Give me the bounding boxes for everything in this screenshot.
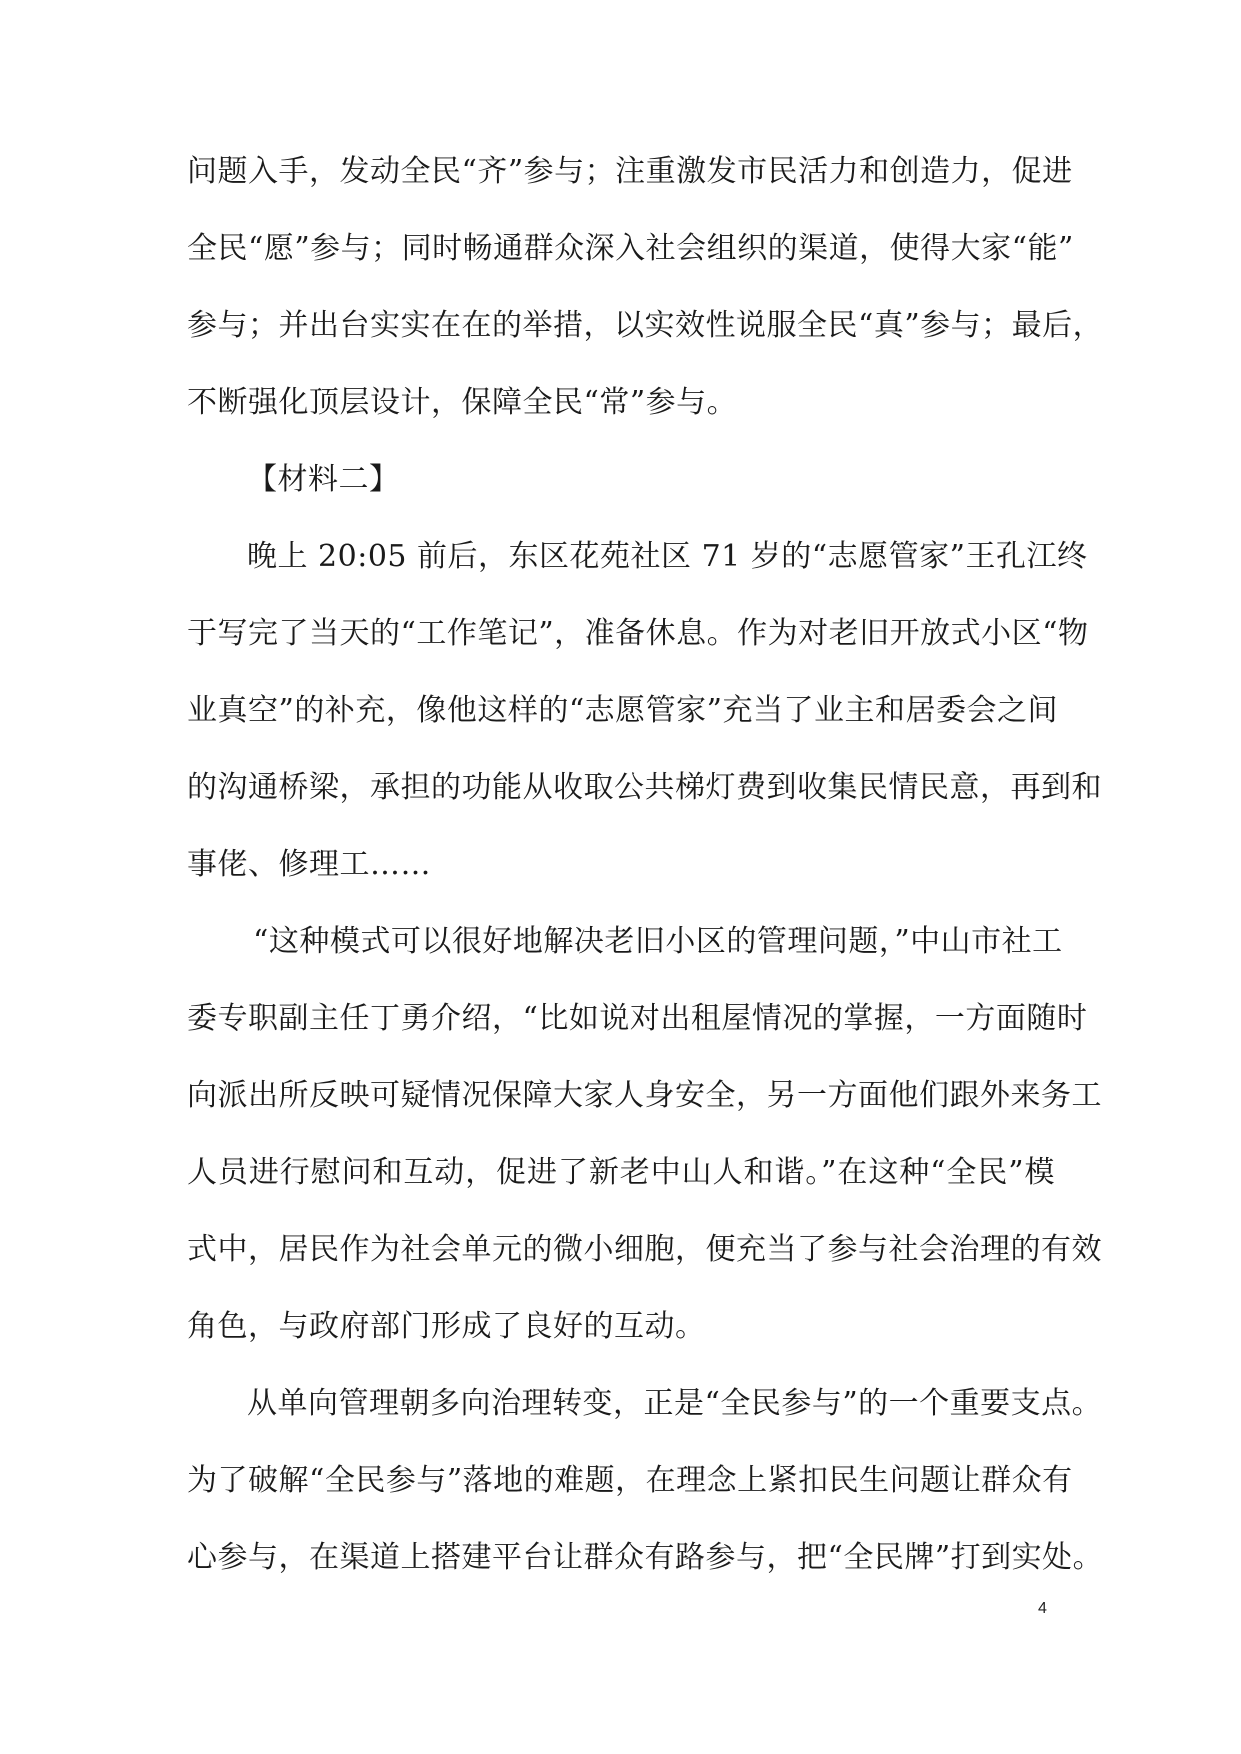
- text-line: 委专职副主任丁勇介绍，“比如说对出租屋情况的掌握，一方面随时: [187, 1001, 1088, 1036]
- text-line: 业真空”的补充，像他这样的“志愿管家”充当了业主和居委会之间: [187, 693, 1059, 728]
- text-line: 心参与，在渠道上搭建平台让群众有路参与，把“全民牌”打到实处。: [187, 1540, 1104, 1575]
- text-line: 式中，居民作为社会单元的微小细胞，便充当了参与社会治理的有效: [187, 1232, 1102, 1267]
- text-line: 于写完了当天的“工作笔记”，准备休息。作为对老旧开放式小区“物: [187, 616, 1089, 651]
- text-line: 角色，与政府部门形成了良好的互动。: [187, 1309, 706, 1344]
- heading-text: 【材料二】: [247, 462, 400, 497]
- text-line: 参与；并出台实实在在的举措，以实效性说服全民“真”参与；最后，: [187, 308, 1104, 343]
- text-line: 的沟通桥梁，承担的功能从收取公共梯灯费到收集民情民意，再到和: [187, 770, 1102, 805]
- text-line: 晚上 20:05 前后，东区花苑社区 71 岁的“志愿管家”王孔江终: [247, 539, 1088, 574]
- text-line: 不断强化顶层设计，保障全民“常”参与。: [187, 385, 738, 420]
- text-line: 全民“愿”参与；同时畅通群众深入社会组织的渠道，使得大家“能”: [187, 231, 1074, 266]
- paragraph-1: [187, 140, 1104, 448]
- document-body: [187, 140, 1104, 1603]
- paragraph-4: [187, 1372, 1104, 1603]
- paragraph-3: [187, 910, 1102, 1372]
- text-line: 事佬、修理工……: [187, 847, 431, 882]
- text-line: 向派出所反映可疑情况保障大家人身安全，另一方面他们跟外来务工: [187, 1078, 1102, 1113]
- section-heading: [187, 448, 1055, 525]
- text-line: 为了破解“全民参与”落地的难题，在理念上紧扣民生问题让群众有: [187, 1463, 1073, 1498]
- page-number: 4: [1038, 1600, 1047, 1617]
- text-line: “这种模式可以很好地解决老旧小区的管理问题，”中山市社工: [253, 924, 1063, 959]
- text-line: 问题入手，发动全民“齐”参与；注重激发市民活力和创造力，促进: [187, 154, 1073, 189]
- text-line: 从单向管理朝多向治理转变，正是“全民参与”的一个重要支点。: [247, 1386, 1103, 1421]
- paragraph-2: [187, 525, 1102, 910]
- text-line: 人员进行慰问和互动，促进了新老中山人和谐。”在这种“全民”模: [187, 1155, 1055, 1190]
